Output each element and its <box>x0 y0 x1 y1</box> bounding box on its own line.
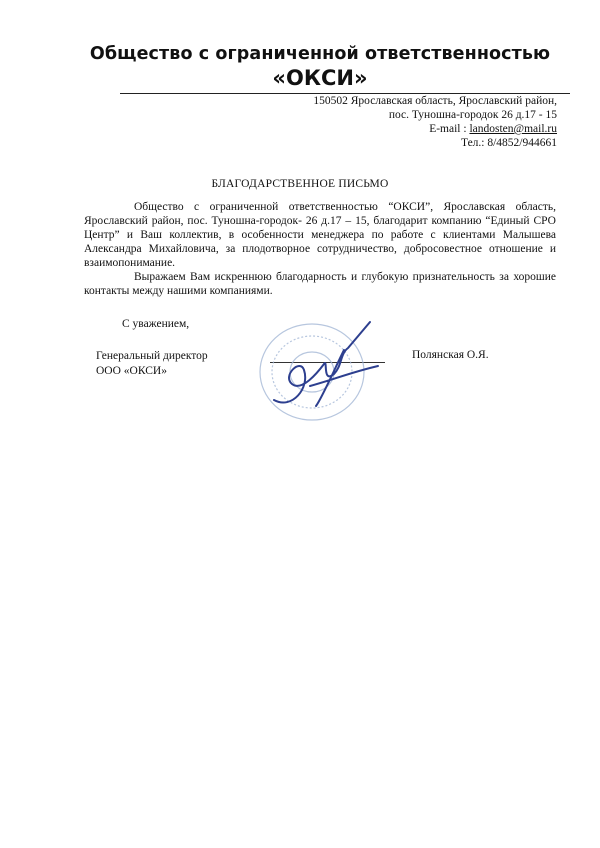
email-label: E-mail : <box>429 123 470 135</box>
company-name-heading: Общество с ограниченной ответственностью <box>89 44 551 64</box>
signer-position-line-1: Генеральный директор <box>96 350 208 362</box>
signer-name: Полянская О.Я. <box>412 349 489 361</box>
company-seal-with-signature <box>252 314 382 426</box>
seal-icon <box>260 324 364 420</box>
email-line <box>429 122 557 136</box>
letter-paragraph-1: Общество с ограниченной ответственностью “ОКСИ”, Ярославская область, Ярославский район, пос. Туношна-городок- 26 д.17 – 15, благодарит компанию “Единый СРО Центр” и Ваш коллектив, в особенности менеджера по работе с клиентами Малышева Александра Михайловича, за плодотворное сотрудничество, добросовестное отношение и взаимопонимание. <box>84 201 556 269</box>
letter-title: БЛАГОДАРСТВЕННОЕ ПИСЬМО <box>211 178 389 190</box>
closing-phrase: С уважением, <box>122 318 190 330</box>
seal-inner-ring <box>272 336 352 408</box>
phone-line: Тел.: 8/4852/944661 <box>460 137 557 149</box>
signer-position-line-2: ООО «ОКСИ» <box>96 365 167 377</box>
address-line-2: пос. Туношна-городок 26 д.17 - 15 <box>388 109 557 121</box>
letter-paragraph-2: Выражаем Вам искреннюю благодарность и глубокую признательность за хорошие контакты между нашими компаниями. <box>84 271 556 297</box>
handwritten-signature-icon <box>274 322 378 406</box>
seal-outer-ring <box>260 324 364 420</box>
address-line-1: 150502 Ярославская область, Ярославский район, <box>313 95 557 107</box>
company-brand-heading: «ОКСИ» <box>272 66 368 90</box>
email-link[interactable]: landosten@mail.ru <box>469 123 557 135</box>
signer-position <box>96 349 208 379</box>
letter-body <box>84 200 556 298</box>
